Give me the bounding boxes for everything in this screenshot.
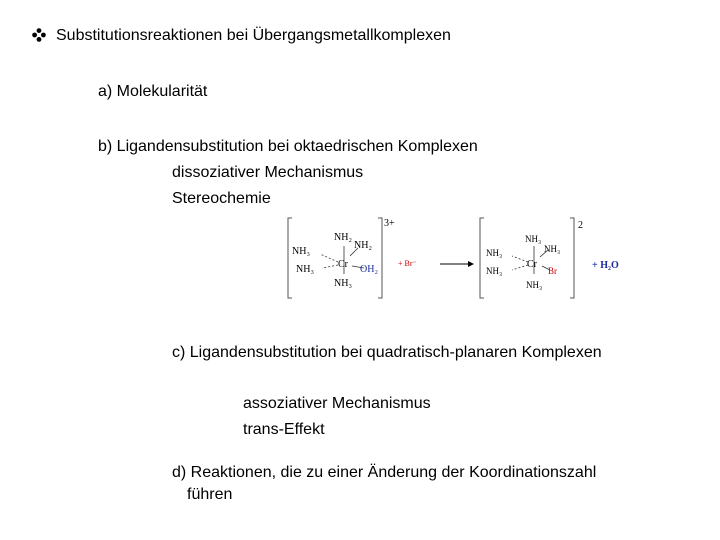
right-ligand-top-right: NH₃ [544,244,561,254]
substitution-reaction-figure [280,212,640,302]
right-bracket-open [480,218,484,298]
item-b-sub1: dissoziativer Mechanismus [172,164,364,181]
left-bracket-open [288,218,292,298]
left-ligand-left-lower: NH₃ [296,264,314,275]
item-c: c) Ligandensubstitution bei quadratisch-planaren Komplexen [172,344,602,361]
right-metal: Cr [527,259,537,270]
slide-heading: Substitutionsreaktionen bei Übergangsmetallkomplexen [56,27,451,44]
left-ligand-top-right: NH₂ [354,240,372,251]
reaction-arrow-head [468,261,474,267]
item-c-sub1: assoziativer Mechanismus [243,395,431,412]
product-water: + H₂O [592,260,619,271]
right-ligand-top: NH₃ [525,234,542,244]
diamond-bullet-icon [32,28,46,42]
left-ligand-right: OH₂ [360,264,378,275]
right-ligand-left-upper: NH₃ [486,248,503,258]
item-d-line1: d) Reaktionen, die zu einer Änderung der Koordinationszahl [172,464,597,481]
left-ligand-top: NH₂ [334,232,352,243]
right-charge: 2 [578,220,583,231]
right-ligand-bottom: NH₃ [526,280,543,290]
left-ligand-left-upper: NH₃ [292,246,310,257]
left-metal: Cr [338,259,348,270]
right-bracket-close [570,218,574,298]
right-ligand-bromide: Br [548,266,557,276]
left-charge: 3+ [384,218,395,229]
item-b-sub2: Stereochemie [172,190,271,207]
item-a: a) Molekularität [98,83,208,100]
reagent-bromide: + Br⁻ [398,259,417,268]
left-bracket-close [378,218,382,298]
left-ligand-bottom: NH₃ [334,278,352,289]
item-d-line2: führen [187,486,233,503]
item-c-sub2: trans-Effekt [243,421,325,438]
item-b: b) Ligandensubstitution bei oktaedrischen Komplexen [98,138,478,155]
right-ligand-left-lower: NH₃ [486,266,503,276]
